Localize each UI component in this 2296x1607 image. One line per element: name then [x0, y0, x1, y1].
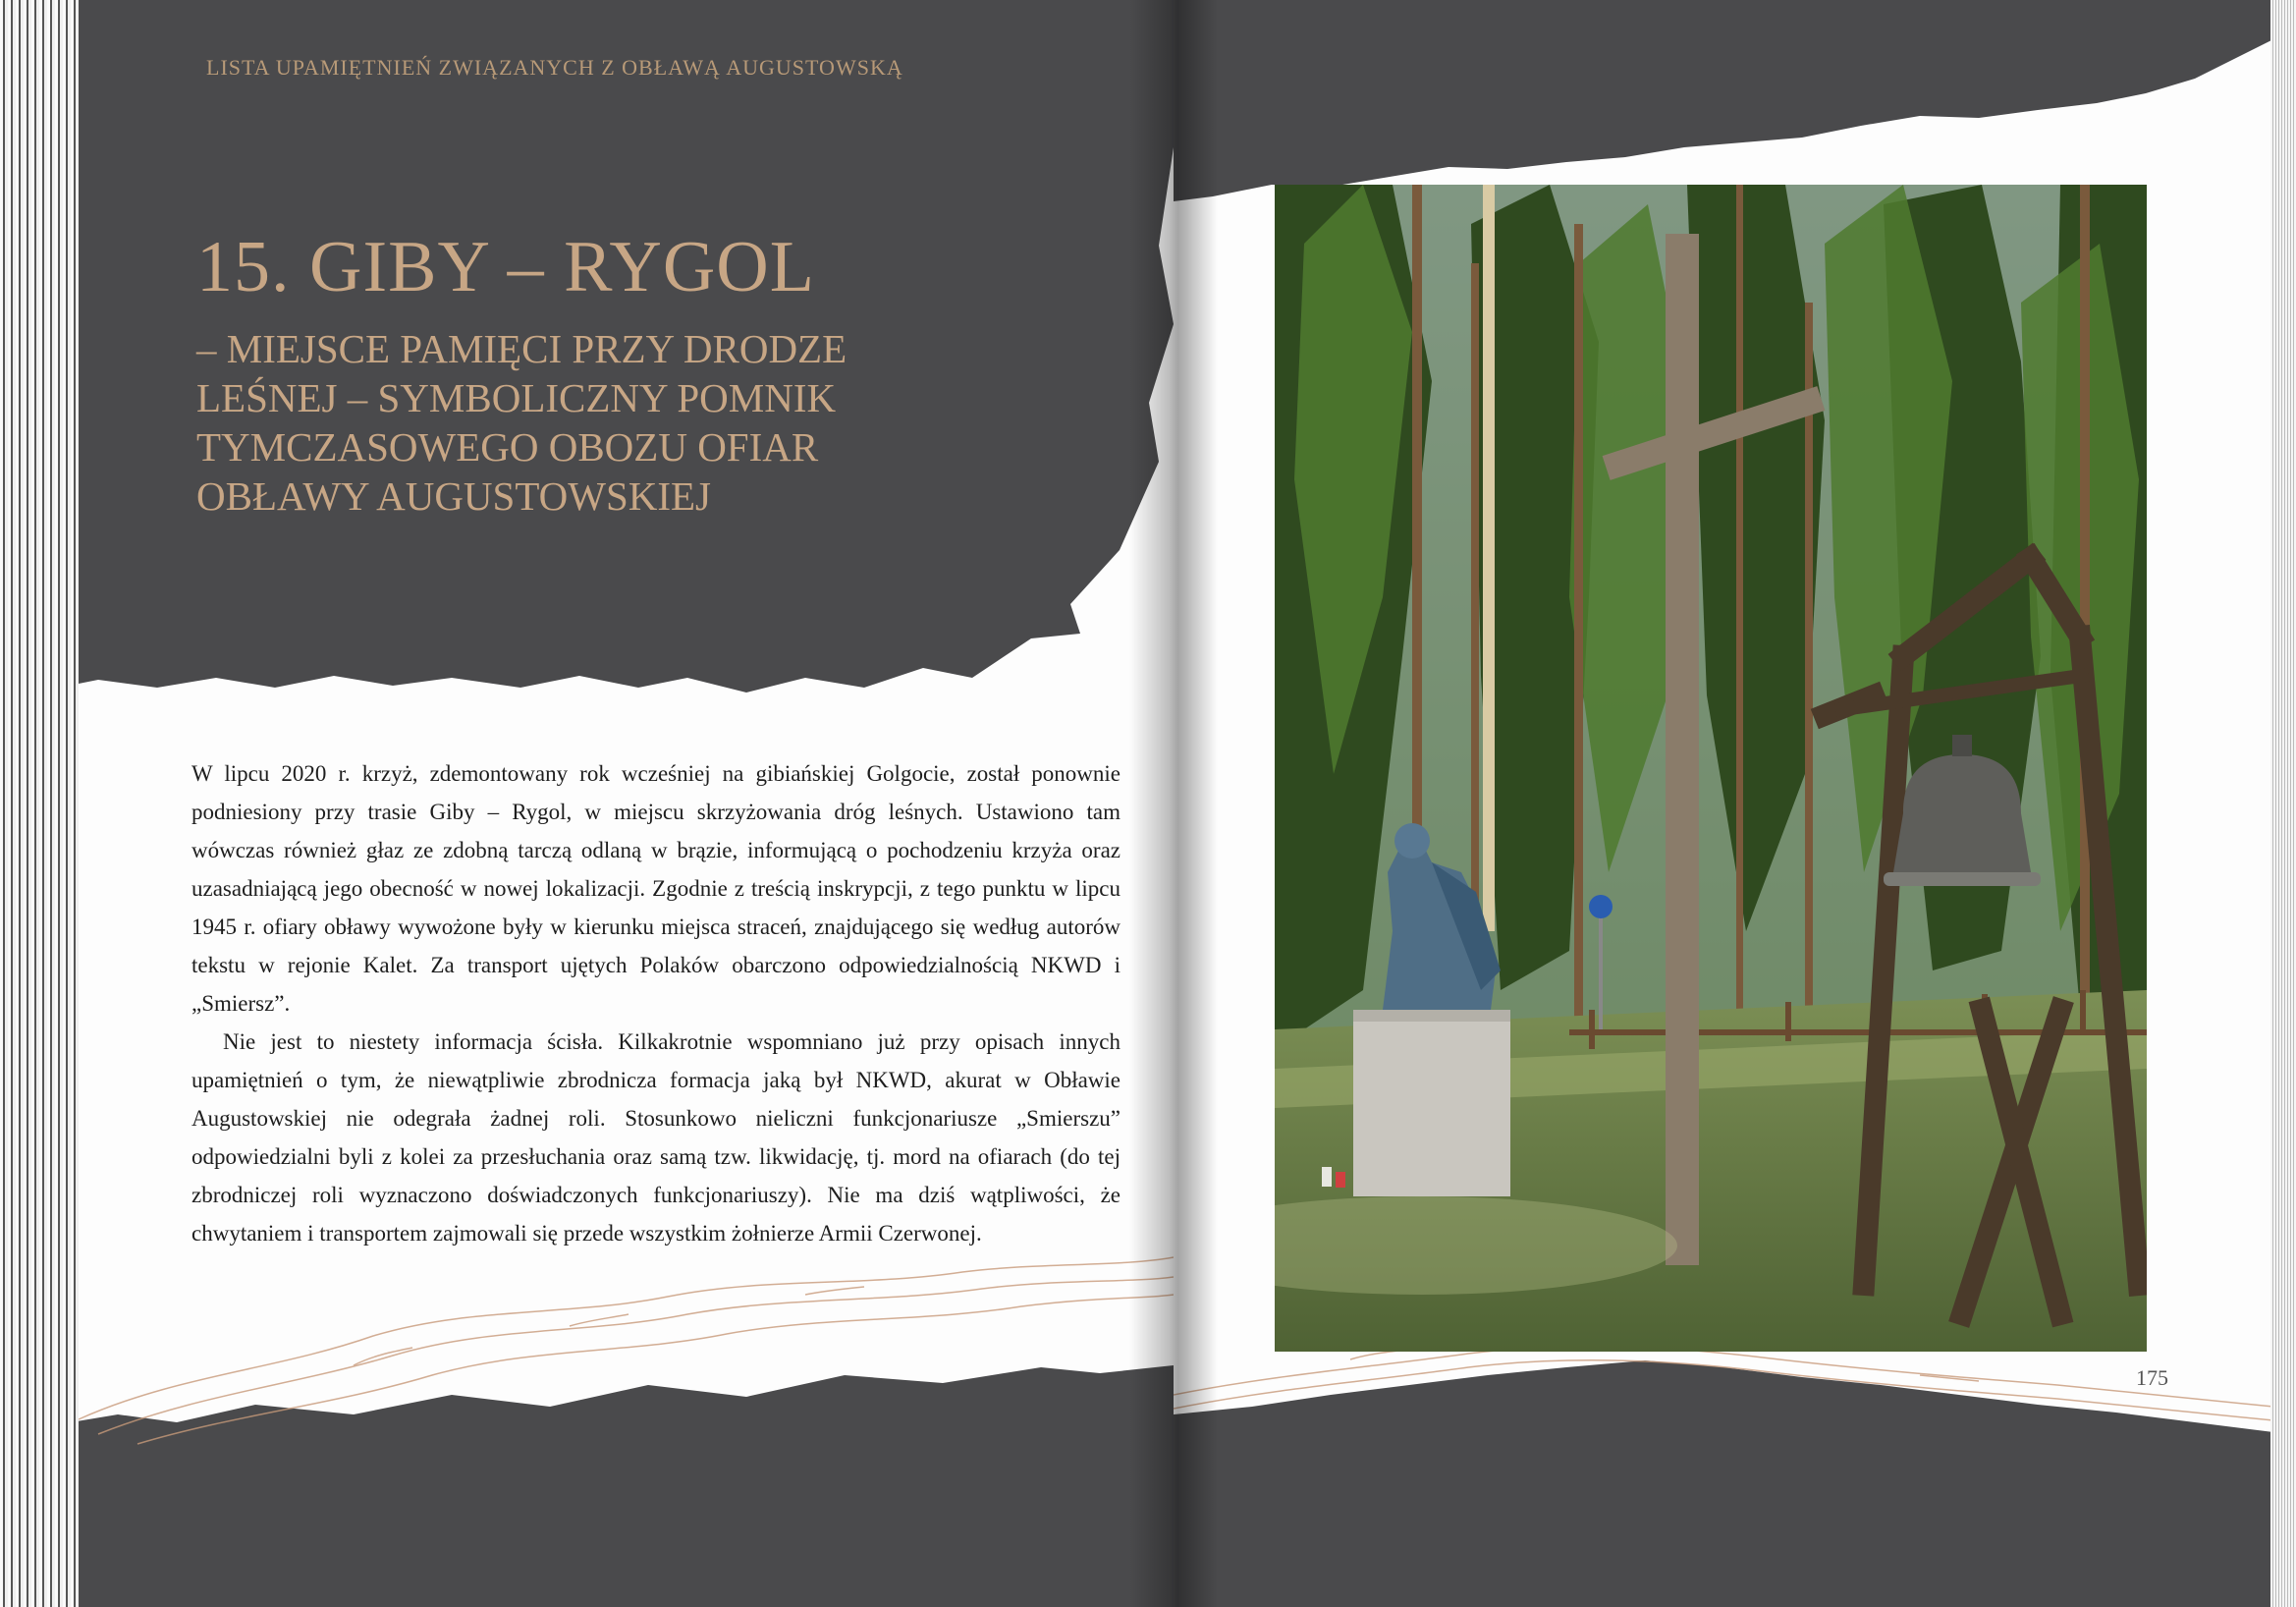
subtitle-line: TYMCZASOWEGO OBOZU OFIAR [196, 424, 819, 470]
running-head: LISTA UPAMIĘTNIEŃ ZWIĄZANYCH Z OBŁAWĄ AUGUSTOWSKĄ [206, 55, 903, 80]
chapter-subtitle [196, 324, 1002, 521]
chapter-title: 15. GIBY – RYGOL [196, 227, 815, 307]
left-page-edges [0, 0, 79, 1607]
memorial-photo [1275, 185, 2147, 1352]
left-page [59, 0, 1174, 1607]
subtitle-line: OBŁAWY AUGUSTOWSKIEJ [196, 473, 712, 519]
paragraph: W lipcu 2020 r. krzyż, zdemontowany rok wcześniej na gibiańskiej Golgocie, został ponownie podniesiony przy trasie Giby – Rygol, w miejscu skrzyżowania dróg leśnych. Ustawiono tam wówczas również głaz ze zdobną tarczą odlaną w brązie, informującą o pochodzeniu krzyża oraz uzasadniającą jego obecność w nowej lokalizacji. Zgodnie z treścią inskrypcji, z tego punktu w lipcu 1945 r. ofiary obławy wywożone były w kierunku miejsca straceń, znajdującego się według autorów tekstu w rejonie Kalet. Za transport ujętych Polaków obarczono odpowiedzialnością NKWD i „Smiersz”. [191, 761, 1121, 1016]
memorial-photo-illustration [1275, 185, 2147, 1352]
body-text [191, 754, 1121, 1252]
right-page-edges [2270, 0, 2296, 1607]
paragraph: Nie jest to niestety informacja ścisła. Kilkakrotnie wspomniano już przy opisach innych upamiętnień o tym, że niewątpliwie zbrodnicza formacja jaką był NKWD, akurat w Obławie Augustowskiej nie odegrała żadnej roli. Stosunkowo nieliczni funkcjonariusze „Smierszu” odpowiedzialni byli z kolei za przesłuchania oraz samą tzw. likwidację, tj. mord na ofiarach (do tej zbrodniczej roli wyznaczono doświadczonych funkcjonariuszy). Nie ma dziś wątpliwości, że chwytaniem i transportem zajmowali się przede wszystkim żołnierze Armii Czerwonej. [191, 1029, 1121, 1246]
subtitle-line: – MIEJSCE PAMIĘCI PRZY DRODZE [196, 326, 847, 371]
subtitle-line: LEŚNEJ – SYMBOLICZNY POMNIK [196, 375, 837, 420]
page-number: 175 [2136, 1365, 2168, 1390]
